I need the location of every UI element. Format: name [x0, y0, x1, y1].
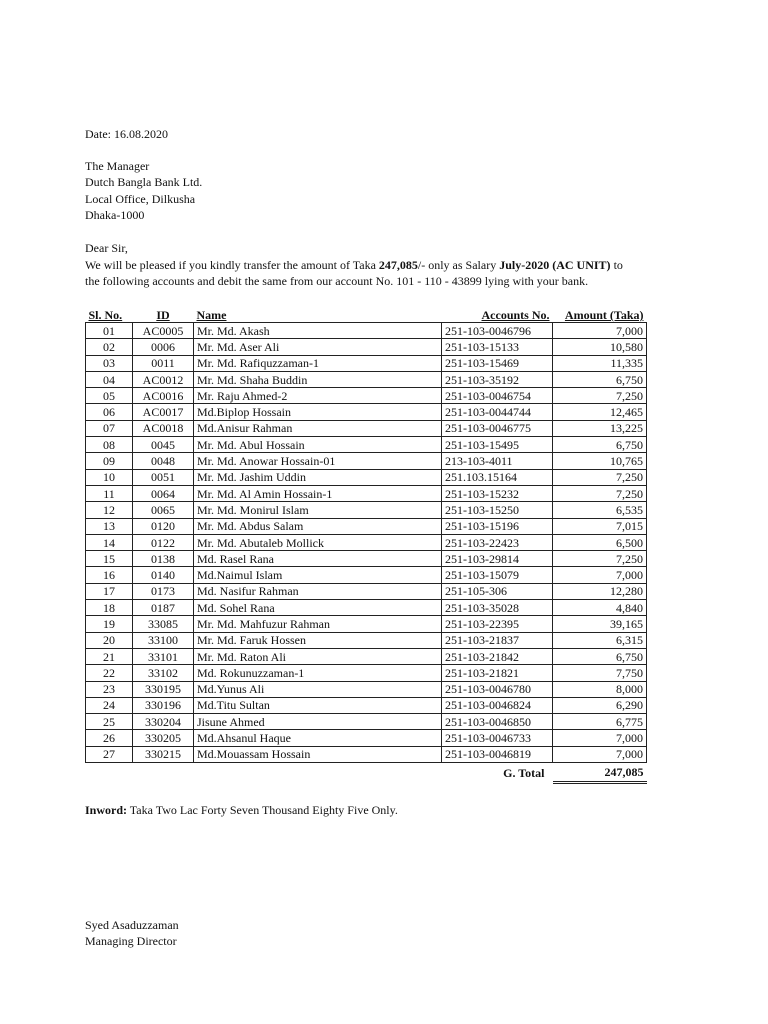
- cell-sl-no: 08: [86, 437, 133, 453]
- cell-account-no: 251-103-0046850: [442, 714, 553, 730]
- cell-id: 0051: [133, 469, 194, 485]
- cell-sl-no: 21: [86, 648, 133, 664]
- salary-period: July-2020 (AC UNIT): [499, 258, 611, 272]
- cell-name: Mr. Md. Aser Ali: [194, 339, 442, 355]
- cell-amount: 7,750: [553, 665, 647, 681]
- cell-account-no: 251-103-15133: [442, 339, 553, 355]
- cell-amount: 7,000: [553, 730, 647, 746]
- cell-account-no: 251-103-22423: [442, 534, 553, 550]
- cell-sl-no: 04: [86, 371, 133, 387]
- cell-id: AC0005: [133, 323, 194, 339]
- cell-amount: 6,535: [553, 502, 647, 518]
- cell-amount: 4,840: [553, 600, 647, 616]
- cell-id: 33100: [133, 632, 194, 648]
- cell-amount: 39,165: [553, 616, 647, 632]
- cell-name: Jisune Ahmed: [194, 714, 442, 730]
- cell-account-no: 251-103-35192: [442, 371, 553, 387]
- empty-cell: [86, 763, 133, 783]
- cell-sl-no: 10: [86, 469, 133, 485]
- cell-amount: 7,250: [553, 551, 647, 567]
- table-row: [86, 697, 647, 713]
- cell-name: Md. Sohel Rana: [194, 600, 442, 616]
- table-row: [86, 600, 647, 616]
- cell-sl-no: 01: [86, 323, 133, 339]
- cell-name: Md. Rasel Rana: [194, 551, 442, 567]
- cell-id: 0140: [133, 567, 194, 583]
- cell-name: Mr. Md. Faruk Hossen: [194, 632, 442, 648]
- cell-amount: 10,765: [553, 453, 647, 469]
- table-row: [86, 551, 647, 567]
- salary-table: [85, 306, 647, 784]
- grand-total-amount: 247,085: [553, 763, 647, 783]
- cell-name: Mr. Md. Rafiquzzaman-1: [194, 355, 442, 371]
- cell-name: Mr. Md. Al Amin Hossain-1: [194, 485, 442, 501]
- cell-id: 0138: [133, 551, 194, 567]
- address-line: Dhaka-1000: [85, 207, 145, 222]
- cell-id: 0048: [133, 453, 194, 469]
- cell-account-no: 251-105-306: [442, 583, 553, 599]
- cell-amount: 10,580: [553, 339, 647, 355]
- cell-sl-no: 27: [86, 746, 133, 762]
- cell-amount: 6,500: [553, 534, 647, 550]
- cell-name: Md.Naimul Islam: [194, 567, 442, 583]
- cell-sl-no: 17: [86, 583, 133, 599]
- address-line: Dutch Bangla Bank Ltd.: [85, 175, 203, 190]
- table-row: [86, 534, 647, 550]
- letter-body-line-2: the following accounts and debit the same from our account No. 101 - 110 - 43899 lying with your bank.: [85, 274, 589, 288]
- cell-sl-no: 02: [86, 339, 133, 355]
- inword-label: Inword:: [85, 803, 128, 817]
- cell-id: AC0017: [133, 404, 194, 420]
- table-row: [86, 583, 647, 599]
- cell-amount: 7,250: [553, 485, 647, 501]
- cell-name: Mr. Md. Abul Hossain: [194, 437, 442, 453]
- cell-account-no: 251-103-0044744: [442, 404, 553, 420]
- cell-id: AC0012: [133, 371, 194, 387]
- table-row: [86, 323, 647, 339]
- cell-name: Md.Titu Sultan: [194, 697, 442, 713]
- cell-id: 0065: [133, 502, 194, 518]
- salutation: Dear Sir,: [85, 241, 128, 255]
- cell-name: Mr. Md. Monirul Islam: [194, 502, 442, 518]
- cell-sl-no: 13: [86, 518, 133, 534]
- cell-name: Mr. Md. Shaha Buddin: [194, 371, 442, 387]
- cell-id: 330204: [133, 714, 194, 730]
- cell-name: Mr. Md. Raton Ali: [194, 648, 442, 664]
- cell-amount: 6,750: [553, 437, 647, 453]
- address-line: The Manager: [85, 159, 150, 173]
- salary-amount: 247,085: [378, 258, 418, 272]
- cell-sl-no: 05: [86, 388, 133, 404]
- cell-account-no: 251-103-0046733: [442, 730, 553, 746]
- cell-account-no: 251-103-21821: [442, 665, 553, 681]
- table-row: [86, 355, 647, 371]
- table-row: [86, 632, 647, 648]
- table-row: [86, 518, 647, 534]
- recipient-address: [85, 158, 202, 223]
- table-row: [86, 681, 647, 697]
- cell-id: 0173: [133, 583, 194, 599]
- cell-id: 330195: [133, 681, 194, 697]
- table-row: [86, 485, 647, 501]
- cell-amount: 7,000: [553, 323, 647, 339]
- cell-amount: 12,280: [553, 583, 647, 599]
- cell-account-no: 251-103-0046796: [442, 323, 553, 339]
- cell-account-no: 251-103-0046824: [442, 697, 553, 713]
- cell-account-no: 251-103-15079: [442, 567, 553, 583]
- cell-name: Md.Biplop Hossain: [194, 404, 442, 420]
- empty-cell: [133, 763, 194, 783]
- table-row: [86, 339, 647, 355]
- cell-account-no: 213-103-4011: [442, 453, 553, 469]
- letter-date: Date: 16.08.2020: [85, 127, 168, 141]
- cell-account-no: 251-103-15250: [442, 502, 553, 518]
- cell-sl-no: 24: [86, 697, 133, 713]
- cell-sl-no: 26: [86, 730, 133, 746]
- cell-account-no: 251-103-15495: [442, 437, 553, 453]
- signatory-title: Managing Director: [85, 934, 177, 948]
- cell-account-no: 251-103-15196: [442, 518, 553, 534]
- cell-sl-no: 07: [86, 420, 133, 436]
- cell-id: 0187: [133, 600, 194, 616]
- signature-block: [85, 917, 179, 949]
- cell-account-no: 251-103-35028: [442, 600, 553, 616]
- cell-account-no: 251-103-0046775: [442, 420, 553, 436]
- cell-name: Md. Rokunuzzaman-1: [194, 665, 442, 681]
- cell-name: Md.Mouassam Hossain: [194, 746, 442, 762]
- cell-amount: 8,000: [553, 681, 647, 697]
- cell-id: 0045: [133, 437, 194, 453]
- cell-id: 0011: [133, 355, 194, 371]
- cell-sl-no: 25: [86, 714, 133, 730]
- cell-id: 330205: [133, 730, 194, 746]
- address-line: Local Office, Dilkusha: [85, 191, 196, 206]
- empty-cell: [194, 763, 442, 783]
- header-name: Name: [196, 308, 227, 322]
- cell-sl-no: 11: [86, 485, 133, 501]
- body-text: /- only as Salary: [417, 258, 500, 272]
- cell-account-no: 251-103-21837: [442, 632, 553, 648]
- letter-body-line-1: [85, 257, 623, 273]
- cell-amount: 7,250: [553, 469, 647, 485]
- table-row: [86, 388, 647, 404]
- grand-total-row: [86, 763, 647, 783]
- cell-id: AC0016: [133, 388, 194, 404]
- cell-amount: 13,225: [553, 420, 647, 436]
- table-row: [86, 616, 647, 632]
- cell-account-no: 251.103.15164: [442, 469, 553, 485]
- table-row: [86, 665, 647, 681]
- table-row: [86, 469, 647, 485]
- cell-account-no: 251-103-15469: [442, 355, 553, 371]
- table-row: [86, 648, 647, 664]
- table-row: [86, 404, 647, 420]
- cell-account-no: 251-103-22395: [442, 616, 553, 632]
- table-row: [86, 371, 647, 387]
- table-row: [86, 453, 647, 469]
- table-row: [86, 437, 647, 453]
- cell-amount: 7,015: [553, 518, 647, 534]
- cell-amount: 6,750: [553, 648, 647, 664]
- cell-account-no: 251-103-0046819: [442, 746, 553, 762]
- cell-sl-no: 03: [86, 355, 133, 371]
- table-header-row: [86, 306, 647, 323]
- cell-amount: 6,775: [553, 714, 647, 730]
- cell-sl-no: 15: [86, 551, 133, 567]
- inword-text: Taka Two Lac Forty Seven Thousand Eighty Five Only.: [127, 803, 398, 817]
- body-text: We will be pleased if you kindly transfer the amount of Taka: [85, 258, 379, 272]
- cell-name: Md.Yunus Ali: [194, 681, 442, 697]
- cell-amount: 12,465: [553, 404, 647, 420]
- body-text: to: [610, 258, 623, 272]
- cell-name: Mr. Md. Abutaleb Mollick: [194, 534, 442, 550]
- signatory-name: Syed Asaduzzaman: [85, 918, 179, 932]
- table-row: [86, 567, 647, 583]
- cell-account-no: 251-103-0046754: [442, 388, 553, 404]
- header-sl-no: Sl. No.: [88, 308, 123, 322]
- cell-name: Mr. Md. Anowar Hossain-01: [194, 453, 442, 469]
- cell-sl-no: 09: [86, 453, 133, 469]
- cell-name: Mr. Md. Akash: [194, 323, 442, 339]
- cell-name: Md.Anisur Rahman: [194, 420, 442, 436]
- cell-sl-no: 20: [86, 632, 133, 648]
- cell-sl-no: 14: [86, 534, 133, 550]
- table-row: [86, 730, 647, 746]
- cell-account-no: 251-103-21842: [442, 648, 553, 664]
- cell-sl-no: 16: [86, 567, 133, 583]
- table-row: [86, 746, 647, 762]
- cell-name: Md. Nasifur Rahman: [194, 583, 442, 599]
- table-row: [86, 420, 647, 436]
- cell-sl-no: 22: [86, 665, 133, 681]
- cell-id: 330215: [133, 746, 194, 762]
- cell-name: Mr. Md. Jashim Uddin: [194, 469, 442, 485]
- cell-sl-no: 23: [86, 681, 133, 697]
- inword-line: [85, 802, 398, 818]
- header-account-no: Accounts No.: [481, 308, 550, 322]
- cell-account-no: 251-103-0046780: [442, 681, 553, 697]
- cell-id: 0006: [133, 339, 194, 355]
- cell-amount: 7,000: [553, 746, 647, 762]
- header-id: ID: [156, 308, 170, 322]
- cell-sl-no: 06: [86, 404, 133, 420]
- cell-sl-no: 12: [86, 502, 133, 518]
- cell-account-no: 251-103-29814: [442, 551, 553, 567]
- cell-amount: 6,750: [553, 371, 647, 387]
- cell-name: Md.Ahsanul Haque: [194, 730, 442, 746]
- cell-amount: 11,335: [553, 355, 647, 371]
- cell-name: Mr. Md. Abdus Salam: [194, 518, 442, 534]
- cell-sl-no: 18: [86, 600, 133, 616]
- cell-id: 0120: [133, 518, 194, 534]
- cell-id: 0122: [133, 534, 194, 550]
- cell-name: Mr. Raju Ahmed-2: [194, 388, 442, 404]
- cell-id: 33085: [133, 616, 194, 632]
- cell-id: AC0018: [133, 420, 194, 436]
- table-row: [86, 502, 647, 518]
- cell-sl-no: 19: [86, 616, 133, 632]
- grand-total-label: G. Total: [503, 765, 545, 780]
- cell-id: 33101: [133, 648, 194, 664]
- cell-account-no: 251-103-15232: [442, 485, 553, 501]
- cell-id: 330196: [133, 697, 194, 713]
- cell-amount: 6,290: [553, 697, 647, 713]
- cell-name: Mr. Md. Mahfuzur Rahman: [194, 616, 442, 632]
- cell-amount: 6,315: [553, 632, 647, 648]
- cell-amount: 7,250: [553, 388, 647, 404]
- cell-id: 0064: [133, 485, 194, 501]
- header-amount: Amount (Taka): [564, 308, 644, 322]
- cell-amount: 7,000: [553, 567, 647, 583]
- cell-id: 33102: [133, 665, 194, 681]
- table-row: [86, 714, 647, 730]
